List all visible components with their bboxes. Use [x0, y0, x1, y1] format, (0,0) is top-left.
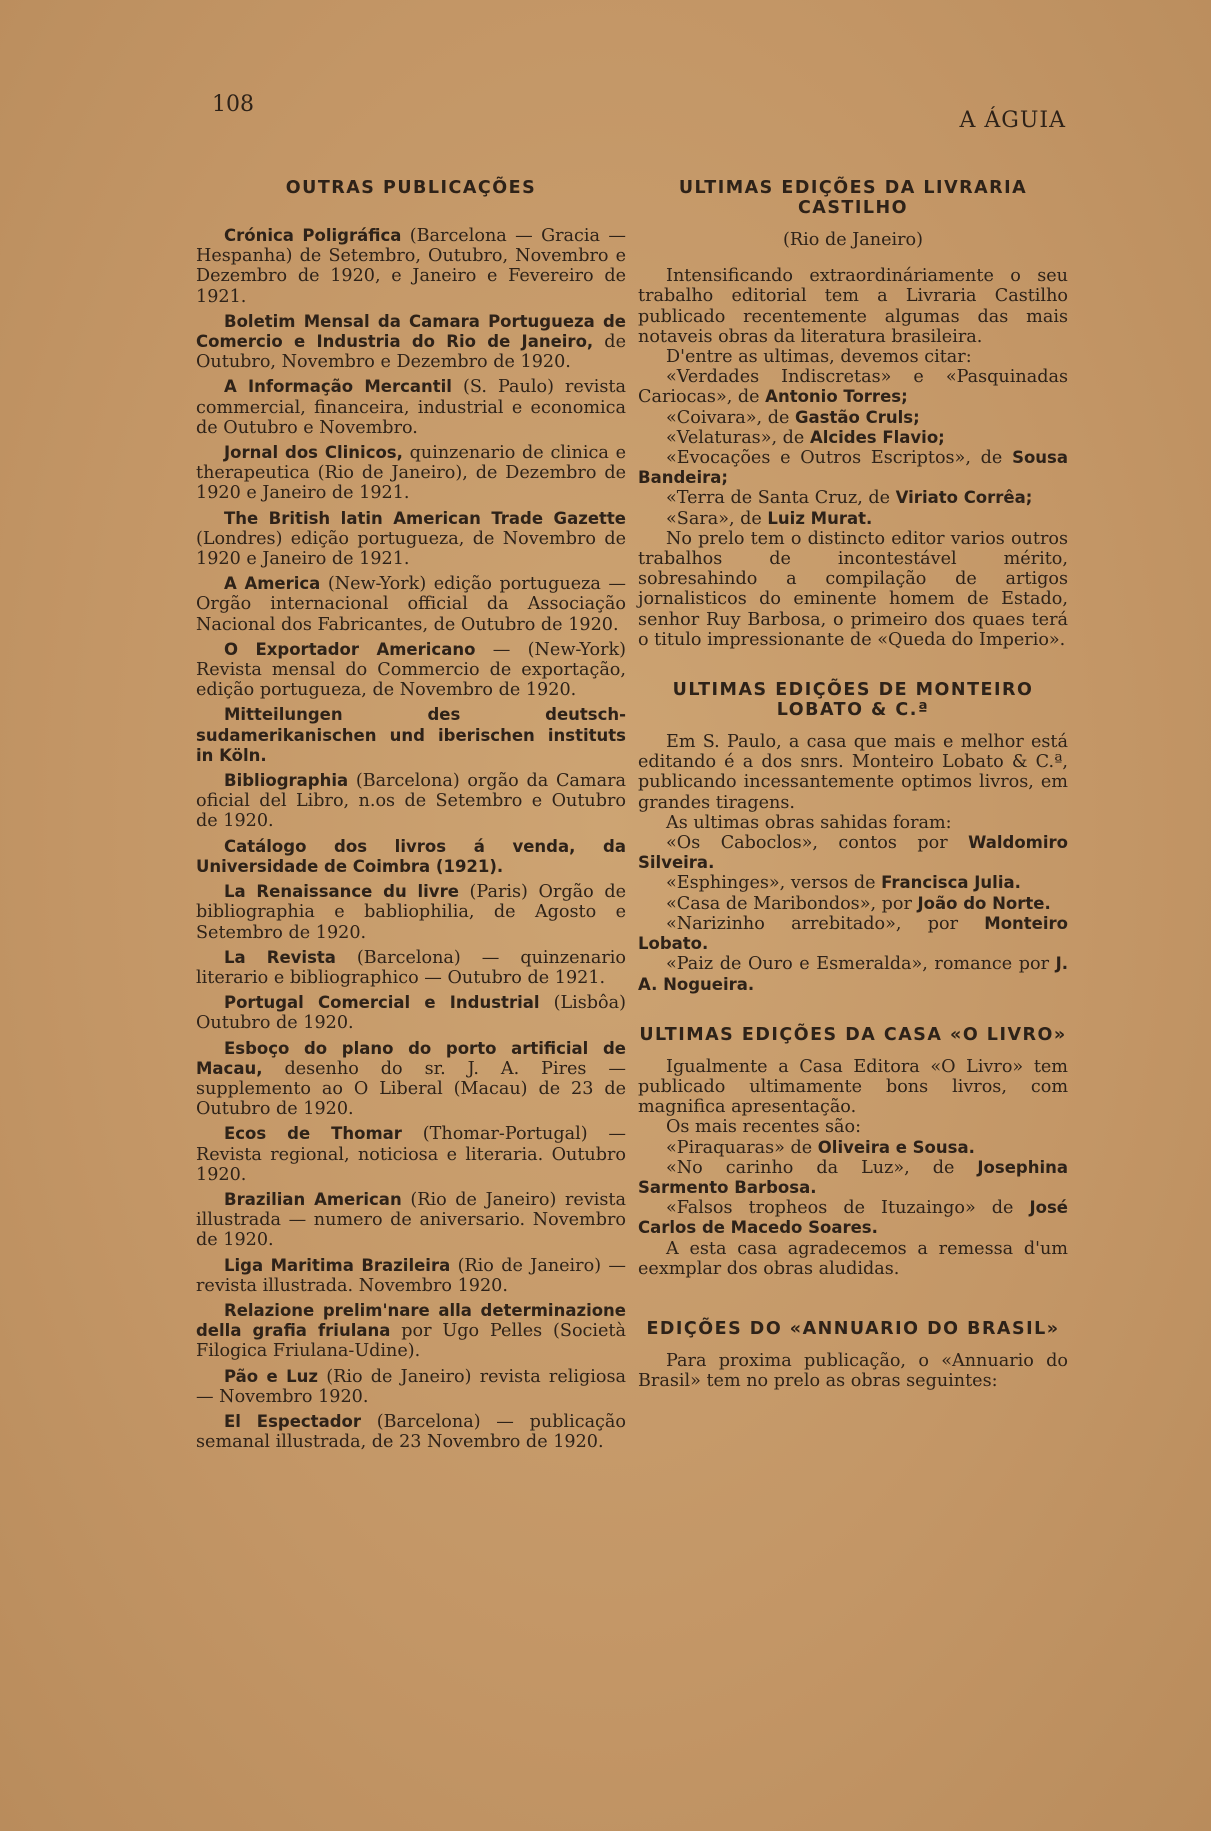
section-monteiro — [638, 680, 1068, 995]
book-author: Waldomiro Silveira. — [638, 833, 1068, 873]
section-title-monteiro: ULTIMAS EDIÇÕES DE MONTEIRO LOBATO & C.ª — [672, 680, 1034, 721]
book-author: Oliveira e Sousa. — [817, 1137, 975, 1157]
section-lead: Os mais recentes são: — [666, 1117, 862, 1138]
section-o-livro — [638, 1025, 1068, 1279]
book-item — [638, 1158, 1068, 1198]
book-title: «Velaturas», de — [666, 427, 810, 448]
section-castilho — [638, 178, 1068, 650]
page-header — [0, 92, 1211, 132]
book-author: Sousa Bandeira; — [638, 448, 1068, 488]
publication-entry — [196, 1367, 626, 1407]
section-intro: Intensificando extraordináriamente o seu trabalho editorial tem a Livraria Castilho publicado recentemente algumas das mais notaveis obras da literatura brasileira. — [638, 266, 1068, 347]
book-title: «Sara», de — [666, 508, 768, 529]
publication-name: Bibliographia — [224, 771, 349, 791]
book-item — [638, 873, 1068, 893]
section-subtitle: (Rio de Janeiro) — [783, 230, 923, 250]
book-author: Josephina Sarmento Barbosa. — [638, 1157, 1068, 1197]
book-item — [638, 1138, 1068, 1158]
publication-details: (New-York) edição portugueza — Orgão internacional official da Associação Nacional dos Fabricantes, de Outubro de 1920. — [196, 574, 626, 635]
book-author: J. A. Nogueira. — [638, 954, 1068, 994]
book-title: «Esphinges», versos de — [666, 873, 882, 894]
book-item — [638, 914, 1068, 954]
publication-entry — [196, 312, 626, 373]
book-author: Viriato Corrêa; — [895, 488, 1033, 508]
publication-details: (Barcelona) — quinzenario literario e bibliographico — Outubro de 1921. — [196, 947, 627, 988]
section-annuario — [638, 1319, 1068, 1391]
section-intro: Em S. Paulo, a casa que mais e melhor está editando é a dos snrs. Monteiro Lobato & C.ª, publicando incessantemente optimos livros, em grandes tiragens. — [638, 732, 1068, 813]
publication-entry — [196, 509, 626, 570]
publication-entry — [196, 640, 626, 701]
publication-name: Ecos de Thomar — [224, 1124, 402, 1144]
publication-entry — [196, 771, 626, 832]
book-title: «Coivara», de — [666, 407, 795, 428]
book-item — [638, 509, 1068, 529]
publication-entry — [196, 1256, 626, 1296]
book-title: «Piraquaras» de — [666, 1137, 818, 1158]
publication-name: La Revista — [224, 947, 336, 967]
publication-name: A Informação Mercantil — [224, 377, 452, 397]
section-title-annuario: EDIÇÕES DO «ANNUARIO DO BRASIL» — [646, 1318, 1060, 1339]
publication-details: por Ugo Pelles (Società Filogica Friulana-Udine). — [196, 1321, 626, 1362]
publication-entry — [196, 226, 626, 307]
section-title-outras-publicacoes: OUTRAS PUBLICAÇÕES — [285, 178, 537, 198]
section-gap — [638, 650, 1068, 680]
book-author: Gastão Cruls; — [795, 407, 920, 427]
publication-name: Relazione prelim'nare alla determinazione della grafia friulana — [196, 1300, 626, 1341]
section-gap — [638, 1279, 1068, 1319]
publication-details: desenho do sr. J. A. Pires — supplemento ao O Liberal (Macau) de 23 de Outubro de 1920. — [196, 1058, 626, 1120]
book-item — [638, 1198, 1068, 1238]
section-gap — [638, 995, 1068, 1025]
publication-entry — [196, 1301, 626, 1362]
section-title-o-livro: ULTIMAS EDIÇÕES DA CASA «O LIVRO» — [639, 1024, 1067, 1045]
book-author: Monteiro Lobato. — [638, 913, 1068, 954]
book-title: «Evocações e Outros Escriptos», de — [666, 448, 1013, 469]
publication-name: O Exportador Americano — [224, 639, 476, 659]
publication-name: La Renaissance du livre — [224, 882, 459, 902]
publication-name: Boletim Mensal da Camara Portugueza de Comercio e Industria do Rio de Janeiro, — [196, 311, 626, 352]
book-author: Alcides Flavio; — [809, 427, 945, 447]
publication-details: (Paris) Orgão de bibliographia e babliophilia, de Agosto e Setembro de 1920. — [196, 882, 626, 943]
publication-name: Brazilian American — [224, 1189, 402, 1209]
book-item — [638, 408, 1068, 428]
section-closing: A esta casa agradecemos a remessa d'um eexmplar dos obras aludidas. — [638, 1238, 1068, 1279]
publication-entry — [196, 837, 626, 877]
publication-details: (Londres) edição portugueza, de Novembro de 1920 e Janeiro de 1921. — [196, 528, 626, 570]
publication-details: (Barcelona) orgão da Camara oficial del Libro, n.os de Setembro e Outubro de 1920. — [196, 771, 626, 832]
publication-details: (S. Paulo) revista commercial, financeira, industrial e economica de Outubro e Novembro. — [196, 377, 626, 438]
book-item — [638, 488, 1068, 508]
publication-entry — [196, 377, 626, 438]
publication-details: quinzenario de clinica e therapeutica (Rio de Janeiro), de Dezembro de 1920 e Janeiro de 1921. — [196, 443, 626, 504]
publication-details: (Rio de Janeiro) revista illustrada — numero de aniversario. Novembro de 1920. — [196, 1189, 626, 1251]
book-item — [638, 833, 1068, 873]
book-author: Luiz Murat. — [767, 508, 873, 528]
publication-details: — (New-York) Revista mensal do Commercio de exportação, edição portugueza, de Novembro de 1920. — [196, 639, 626, 701]
left-column — [196, 178, 626, 1457]
book-title: «Os Caboclos», contos por — [666, 833, 969, 854]
publication-name: Pão e Luz — [224, 1366, 318, 1386]
book-title: «Falsos tropheos de Ituzaingo» de — [666, 1198, 1030, 1219]
publication-name: El Espectador — [224, 1411, 361, 1431]
publication-details: (Barcelona) — publicação semanal illustrada, de 23 Novembro de 1920. — [196, 1411, 626, 1453]
publication-entry — [196, 948, 626, 988]
section-closing: No prelo tem o distincto editor varios outros trabalhos de incontestável mérito, sobresahindo a compilação de artigos jornalisticos do eminente homem de Estado, senhor Ruy Barbosa, o primeiro dos quaes terá o titulo impressionante de «Queda do Imperio». — [638, 528, 1068, 650]
publication-entry — [196, 1039, 626, 1120]
page-number: 108 — [212, 92, 254, 117]
publication-entry — [196, 882, 626, 943]
publication-details: (Lisbôa) Outubro de 1920. — [196, 993, 626, 1034]
book-item — [638, 448, 1068, 488]
publication-name: Catálogo dos livros á venda, da Universidade de Coimbra (1921). — [196, 836, 626, 876]
book-title: «No carinho da Luz», de — [666, 1157, 978, 1178]
book-item — [638, 954, 1068, 994]
publication-entry — [196, 993, 626, 1033]
publication-details: (Thomar-Portugal) — Revista regional, noticiosa e literaria. Outubro 1920. — [196, 1124, 626, 1185]
publication-details: de Outubro, Novembro e Dezembro de 1920. — [196, 332, 626, 373]
section-lead: As ultimas obras sahidas foram: — [666, 812, 952, 833]
running-title: A ÁGUIA — [959, 108, 1066, 133]
book-author: Antonio Torres; — [765, 387, 908, 407]
publication-name: The British latin American Trade Gazette — [224, 508, 626, 528]
publication-entry — [196, 1412, 626, 1452]
publication-list — [196, 226, 626, 1452]
publication-details: (Rio de Janeiro) revista religiosa — Novembro 1920. — [196, 1366, 626, 1407]
section-intro: Para proxima publicação, o «Annuario do Brasil» tem no prelo as obras seguintes: — [638, 1350, 1068, 1392]
publication-name: Mitteilungen des deutsch-sudamerikanischen und iberischen instituts in Köln. — [196, 705, 626, 765]
book-title: «Narizinho arrebitado», por — [666, 913, 985, 934]
book-author: José Carlos de Macedo Soares. — [638, 1198, 1068, 1238]
book-title: «Terra de Santa Cruz, de — [666, 488, 896, 509]
publication-name: A America — [224, 574, 321, 594]
book-title: «Casa de Maribondos», por — [666, 893, 918, 914]
book-item — [638, 894, 1068, 914]
publication-name: Jornal dos Clinicos, — [224, 443, 403, 463]
publication-entry — [196, 705, 626, 766]
publication-entry — [196, 1124, 626, 1185]
book-author: Francisca Julia. — [881, 873, 1021, 893]
publication-details: (Barcelona — Gracia — Hespanha) de Setembro, Outubro, Novembro e Dezembro de 1920, e Janeiro e Fevereiro de 1921. — [196, 226, 626, 307]
book-item — [638, 367, 1068, 407]
publication-entry — [196, 574, 626, 635]
right-column — [638, 178, 1068, 1391]
section-title-castilho: ULTIMAS EDIÇÕES DA LIVRARIA CASTILHO — [678, 178, 1028, 218]
publication-name: Crónica Poligráfica — [224, 226, 402, 245]
publication-entry — [196, 443, 626, 504]
section-lead: D'entre as ultimas, devemos citar: — [666, 347, 972, 368]
publication-details: (Rio de Janeiro) — revista illustrada. Novembro 1920. — [196, 1255, 626, 1296]
publication-name: Esboço do plano do porto artificial de Macau, — [196, 1038, 626, 1078]
book-item — [638, 428, 1068, 448]
book-title: «Paiz de Ouro e Esmeralda», romance por — [666, 954, 1056, 975]
publication-name: Liga Maritima Brazileira — [224, 1255, 451, 1275]
book-title: «Verdades Indiscretas» e «Pasquinadas Cariocas», de — [638, 367, 1068, 408]
publication-name: Portugal Comercial e Industrial — [224, 993, 540, 1013]
publication-entry — [196, 1190, 626, 1251]
section-intro: Igualmente a Casa Editora «O Livro» tem publicado ultimamente bons livros, com magnifica apresentação. — [638, 1056, 1068, 1118]
book-author: João do Norte. — [917, 893, 1051, 913]
